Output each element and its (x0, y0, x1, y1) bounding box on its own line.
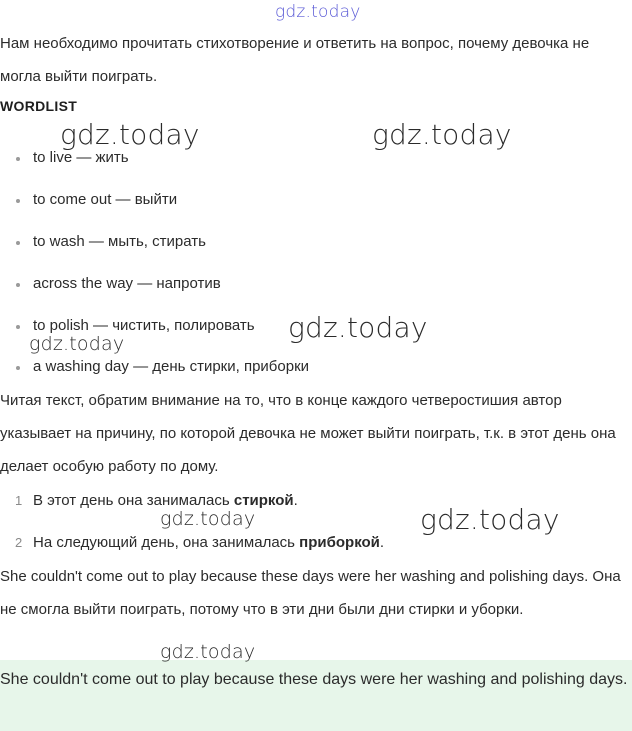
reason-text: В этот день она занималась (33, 492, 234, 509)
bullet-icon (16, 241, 20, 245)
reason-end: . (379, 534, 385, 551)
watermark: gdz.today (29, 333, 125, 355)
reason-bold: приборкой (299, 534, 380, 551)
list-item: to come out — выйти (33, 191, 178, 208)
list-item: to wash — мыть, стирать (33, 233, 206, 250)
list-item: across the way — напротив (33, 275, 221, 292)
reason-bold: стиркой (233, 492, 294, 509)
wordlist-title: WORDLIST (0, 98, 78, 114)
list-item (33, 492, 298, 509)
list-item: to polish — чистить, полировать (33, 317, 255, 334)
watermark: gdz.today (372, 118, 512, 151)
bullet-icon (16, 366, 20, 370)
list-item: to live — жить (33, 149, 129, 166)
reason-end: . (293, 492, 298, 509)
explanation-paragraph: Читая текст, обратим внимание на то, что в конце каждого четверостишия автор указывает на причину, по которой девочка не может выйти поиграть, т.к. в этот день она делает особую работу по дому. (0, 392, 616, 475)
reason-text: На следующий день, она занималась (33, 534, 300, 551)
bullet-icon (16, 283, 20, 287)
list-number: 1 (15, 493, 23, 508)
watermark: gdz.today (420, 503, 560, 536)
watermark: gdz.today (288, 311, 428, 344)
bullet-icon (16, 157, 20, 161)
watermark: gdz.today (160, 508, 256, 530)
watermark: gdz.today (160, 641, 256, 663)
watermark: gdz.today (60, 118, 200, 151)
bullet-icon (16, 325, 20, 329)
bullet-icon (16, 199, 20, 203)
intro-paragraph: Нам необходимо прочитать стихотворение и ответить на вопрос, почему девочка не могла выйти поиграть. (0, 35, 590, 85)
translation-paragraph: She couldn't come out to play because these days were her washing and polishing days. Она не смогла выйти поиграть, потому что в эти дни были дни стирки и уборки. (0, 568, 621, 618)
answer-text: She couldn't come out to play because these days were her washing and polishing days. (0, 671, 628, 688)
list-item: a washing day — день стирки, приборки (33, 358, 310, 375)
watermark-top: gdz.today (275, 2, 361, 22)
list-item (33, 534, 384, 551)
list-number: 2 (15, 535, 23, 550)
